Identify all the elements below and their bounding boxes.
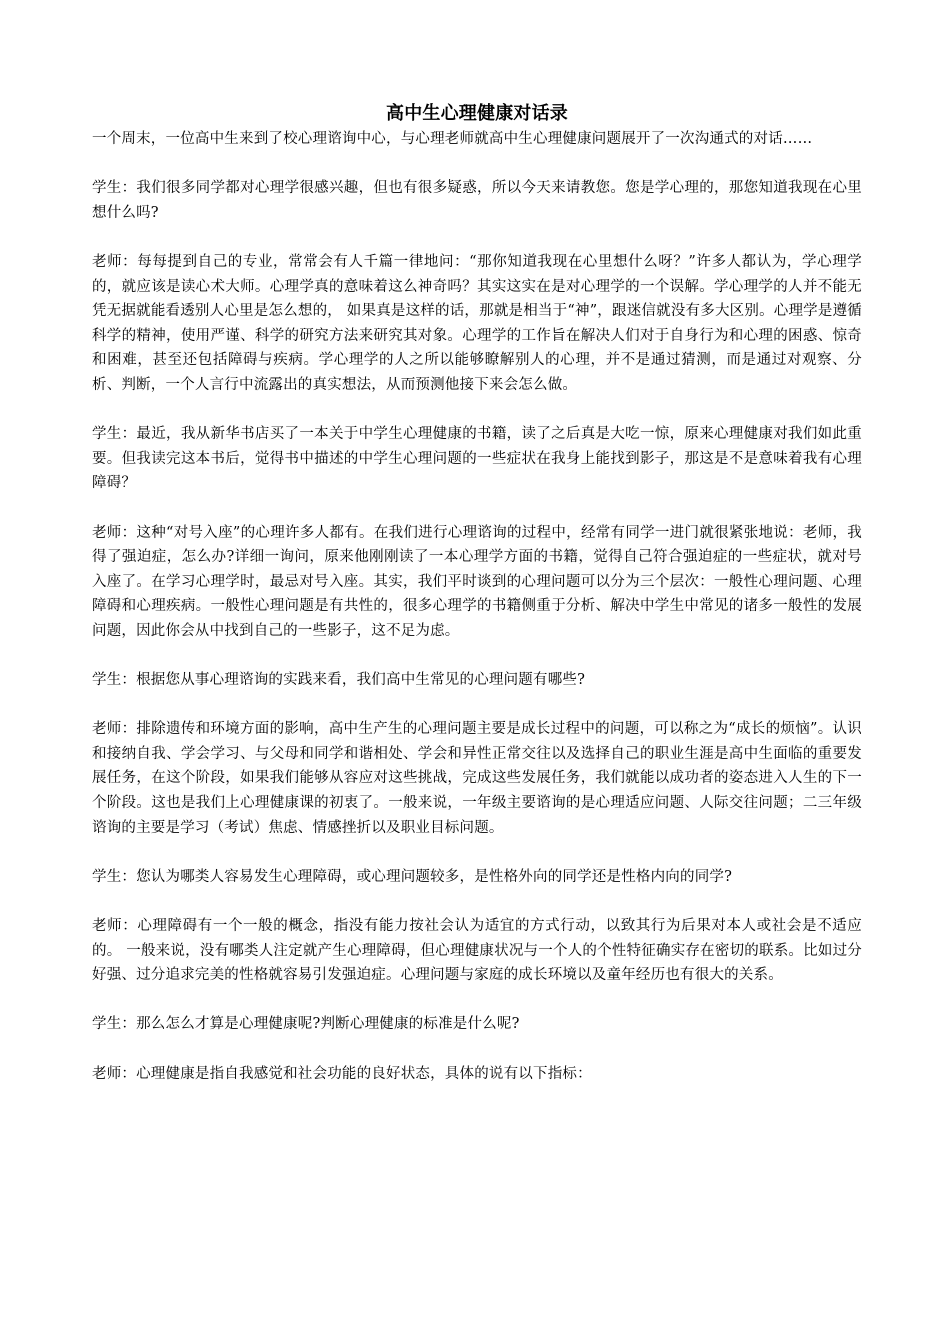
teacher-answer-5: 老师：心理健康是指自我感觉和社会功能的良好状态，具体的说有以下指标：	[92, 1065, 592, 1082]
teacher-answer-4: 老师：心理障碍有一个一般的概念，指没有能力按社会认为适宜的方式行动，以致其行为后果对本人或社会是不适应的。 一般来说，没有哪类人注定就产生心理障碍，但心理健康状况与一个人的个性特征确实存在密切的联系。比如过分好强、过分追求完美的性格就容易引发强迫症。心理问题与家庭的成长环境以及童年经历也有很大的关系。	[92, 918, 862, 984]
teacher-answer-3: 老师：排除遗传和环境方面的影响，高中生产生的心理问题主要是成长过程中的问题，可以称之为“成长的烦恼”。认识和接纳自我、学会学习、与父母和同学和谐相处、学会和异性正常交往以及选择自己的职业生涯是高中生面临的重要发展任务，在这个阶段，如果我们能够从容应对这些挑战，完成这些发展任务，我们就能以成功者的姿态进入人生的下一个阶段。这也是我们上心理健康课的初衷了。一般来说，一年级主要谘询的是心理适应问题、人际交往问题；二三年级谘询的主要是学习（考试）焦虑、情感挫折以及职业目标问题。	[92, 721, 862, 836]
document-page	[92, 102, 862, 1111]
document-title: 高中生心理健康对话录	[386, 103, 568, 124]
student-question-3: 学生：根据您从事心理谘询的实践来看，我们高中生常见的心理问题有哪些?	[92, 672, 586, 689]
intro-paragraph: 一个周末，一位高中生来到了校心理谘询中心，与心理老师就高中生心理健康问题展开了一次沟通式的对话……	[92, 131, 813, 147]
student-question-4: 学生：您认为哪类人容易发生心理障碍，或心理问题较多，是性格外向的同学还是性格内向的同学?	[92, 868, 733, 885]
student-question-5: 学生：那么怎么才算是心理健康呢?判断心理健康的标准是什么呢?	[92, 1016, 520, 1033]
teacher-answer-1: 老师：每每提到自己的专业，常常会有人千篇一律地问：“那你知道我现在心里想什么呀？”许多人都认为，学心理学的，就应该是读心术大师。心理学真的意味着这么神奇吗？其实这实在是对心理学的一个误解。学心理学的人并不能无凭无据就能看透别人心里是怎么想的， 如果真是这样的话，那就是相当于“神”，跟迷信就没有多大区别。心理学是遵循科学的精神，使用严谨、科学的研究方法来研究其对象。心理学的工作旨在解决人们对于自身行为和心理的困惑、惊奇和困难，甚至还包括障碍与疾病。学心理学的人之所以能够瞭解别人的心理，并不是通过猜测，而是通过对观察、分析、判断，一个人言行中流露出的真实想法，从而预测他接下来会怎么做。	[92, 253, 862, 393]
student-question-1: 学生：我们很多同学都对心理学很感兴趣，但也有很多疑惑，所以今天来请教您。您是学心理的，那您知道我现在心里想什么吗?	[92, 180, 862, 221]
teacher-answer-2: 老师：这种“对号入座”的心理许多人都有。在我们进行心理谘询的过程中，经常有同学一进门就很紧张地说：老师，我得了强迫症，怎么办?详细一询问，原来他刚刚读了一本心理学方面的书籍，觉得自己符合强迫症的一些症状，就对号入座了。在学习心理学时，最忌对号入座。其实，我们平时谈到的心理问题可以分为三个层次：一般性心理问题、心理障碍和心理疾病。一般性心理问题是有共性的，很多心理学的书籍侧重于分析、解决中学生中常见的诸多一般性的发展问题，因此你会从中找到自己的一些影子，这不足为虑。	[92, 524, 862, 639]
student-question-2: 学生：最近，我从新华书店买了一本关于中学生心理健康的书籍，读了之后真是大吃一惊，原来心理健康对我们如此重要。但我读完这本书后，觉得书中描述的中学生心理问题的一些症状在我身上能找到影子，那这是不是意味着我有心理障碍？	[92, 426, 862, 492]
